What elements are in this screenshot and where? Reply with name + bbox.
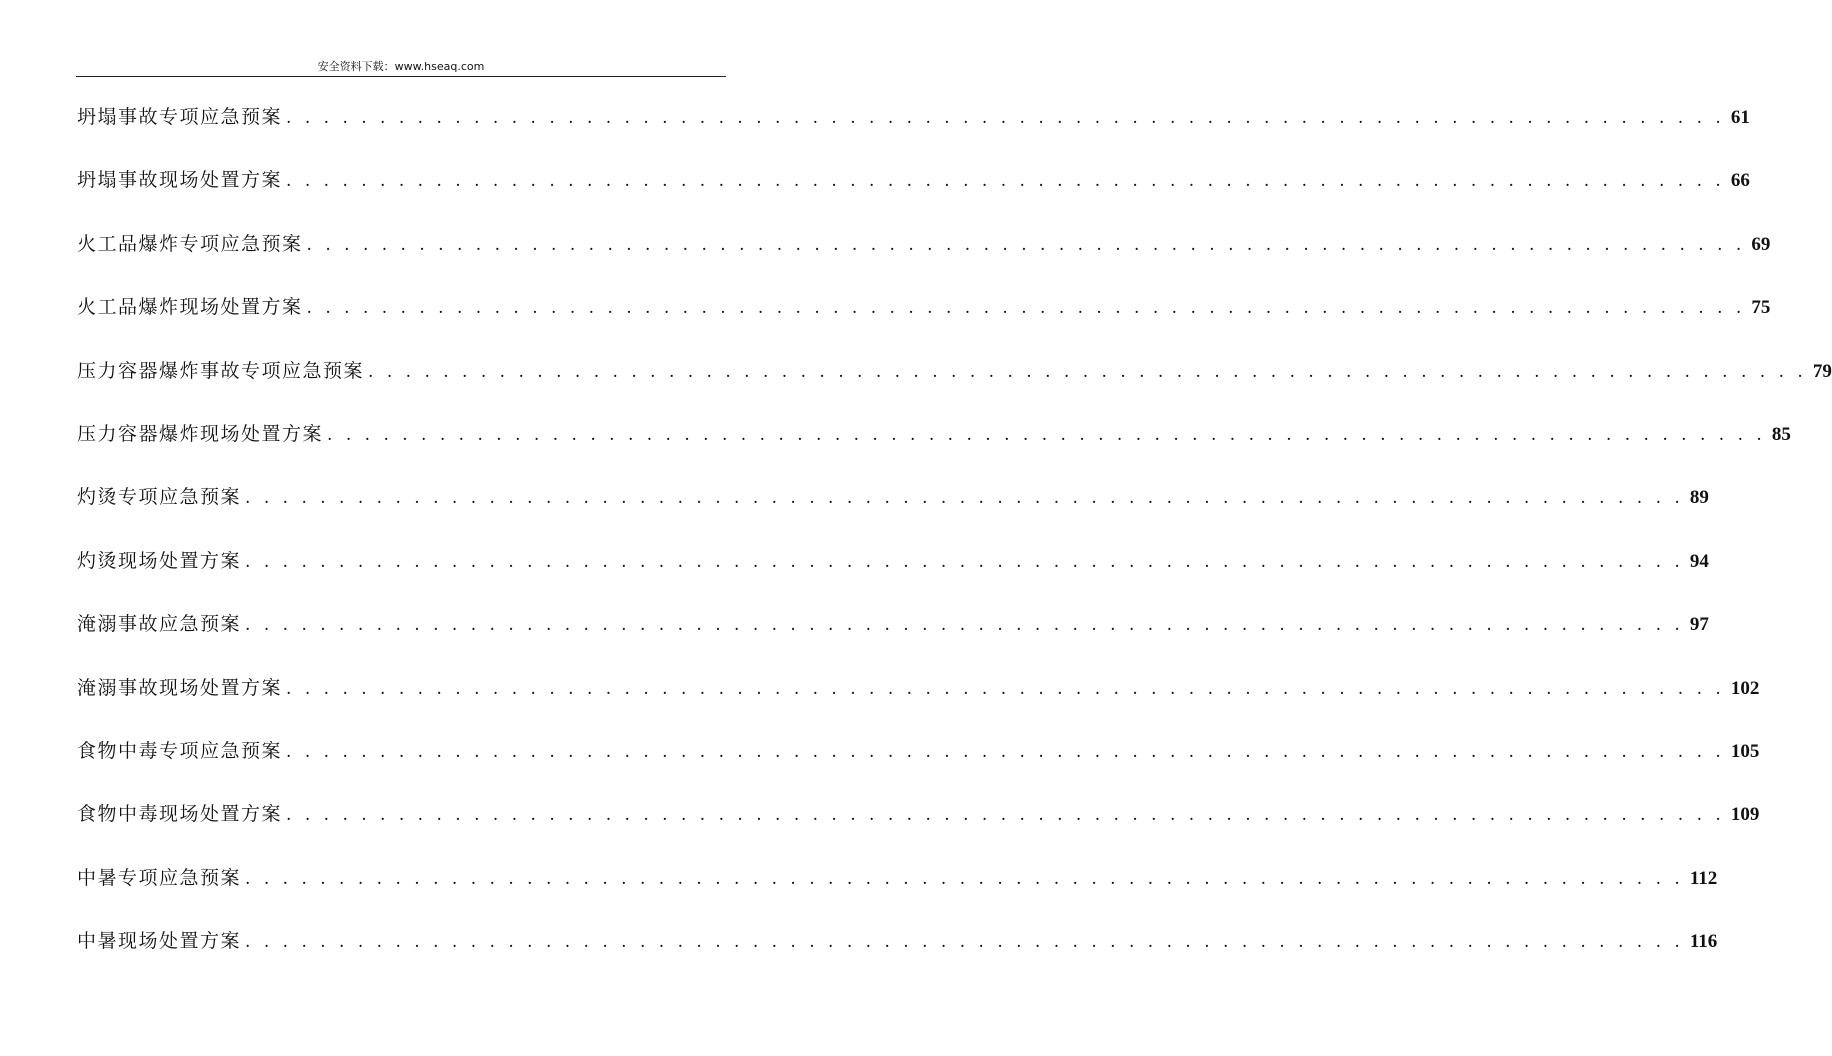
- toc-entry-page: 66: [1730, 170, 1750, 192]
- toc-entry-title: 压力容器爆炸现场处置方案: [77, 422, 324, 445]
- toc-dot-leader: . . . . . . . . . . . . . . . . . . . . . . . . . . . . . . . . . . . . . . . . . . . . . . . . . . . . . . . . . . . . . . . . . . . . . . . . . . . . .: [327, 424, 1766, 445]
- toc-dot-leader: . . . . . . . . . . . . . . . . . . . . . . . . . . . . . . . . . . . . . . . . . . . . . . . . . . . . . . . . . . . . . . . . . . . . . . . . . . . . .: [245, 932, 1684, 953]
- toc-entry-title: 食物中毒现场处置方案: [77, 803, 283, 826]
- toc-entry-title: 食物中毒专项应急预案: [77, 739, 283, 762]
- toc-entry-title: 火工品爆炸现场处置方案: [77, 296, 303, 319]
- toc-entry-title: 淹溺事故应急预案: [77, 613, 242, 636]
- toc-entry[interactable]: [77, 286, 1771, 349]
- page-header: [76, 58, 726, 77]
- toc-entry-page: 105: [1730, 740, 1760, 762]
- toc-entry-title: 坍塌事故现场处置方案: [77, 169, 283, 192]
- toc-entry[interactable]: [77, 667, 1760, 730]
- toc-dot-leader: . . . . . . . . . . . . . . . . . . . . . . . . . . . . . . . . . . . . . . . . . . . . . . . . . . . . . . . . . . . . . . . . . . . . . . . . . . . . .: [306, 234, 1746, 255]
- toc-entry[interactable]: [77, 476, 1709, 539]
- toc-entry[interactable]: [77, 159, 1750, 222]
- toc-dot-leader: . . . . . . . . . . . . . . . . . . . . . . . . . . . . . . . . . . . . . . . . . . . . . . . . . . . . . . . . . . . . . . . . . . . . . . . . . . . . .: [286, 108, 1725, 128]
- toc-entry-title: 中暑现场处置方案: [77, 930, 242, 953]
- toc-entry-title: 压力容器爆炸事故专项应急预案: [77, 359, 365, 382]
- toc-entry[interactable]: [77, 540, 1709, 603]
- toc-entry-title: 淹溺事故现场处置方案: [77, 676, 283, 699]
- toc-entry-title: 灼烫专项应急预案: [77, 486, 242, 509]
- table-of-contents: [77, 96, 1832, 983]
- toc-entry-page: 109: [1730, 804, 1760, 826]
- toc-entry-page: 97: [1689, 614, 1709, 636]
- toc-entry-page: 75: [1751, 297, 1771, 319]
- toc-dot-leader: . . . . . . . . . . . . . . . . . . . . . . . . . . . . . . . . . . . . . . . . . . . . . . . . . . . . . . . . . . . . . . . . . . . . . . . . . . . . .: [286, 678, 1725, 699]
- toc-entry-title: 中暑专项应急预案: [77, 866, 242, 889]
- toc-entry-page: 94: [1689, 550, 1709, 572]
- toc-dot-leader: . . . . . . . . . . . . . . . . . . . . . . . . . . . . . . . . . . . . . . . . . . . . . . . . . . . . . . . . . . . . . . . . . . . . . . . . . . . . .: [286, 171, 1725, 192]
- toc-dot-leader: . . . . . . . . . . . . . . . . . . . . . . . . . . . . . . . . . . . . . . . . . . . . . . . . . . . . . . . . . . . . . . . . . . . . . . . . . . . . .: [368, 361, 1807, 382]
- toc-entry-page: 85: [1771, 423, 1791, 445]
- toc-entry[interactable]: [77, 413, 1791, 476]
- toc-entry[interactable]: [77, 96, 1750, 159]
- toc-entry[interactable]: [77, 857, 1718, 920]
- toc-entry[interactable]: [77, 793, 1760, 856]
- toc-entry-title: 灼烫现场处置方案: [77, 549, 242, 572]
- toc-entry[interactable]: [77, 350, 1832, 413]
- toc-entry-page: 89: [1689, 487, 1709, 509]
- toc-dot-leader: . . . . . . . . . . . . . . . . . . . . . . . . . . . . . . . . . . . . . . . . . . . . . . . . . . . . . . . . . . . . . . . . . . . . . . . . . . . . .: [286, 741, 1725, 762]
- toc-entry-page: 112: [1689, 867, 1718, 889]
- toc-dot-leader: . . . . . . . . . . . . . . . . . . . . . . . . . . . . . . . . . . . . . . . . . . . . . . . . . . . . . . . . . . . . . . . . . . . . . . . . . . . . .: [245, 868, 1684, 889]
- toc-dot-leader: . . . . . . . . . . . . . . . . . . . . . . . . . . . . . . . . . . . . . . . . . . . . . . . . . . . . . . . . . . . . . . . . . . . . . . . . . . . . .: [286, 805, 1725, 826]
- toc-entry[interactable]: [77, 730, 1760, 793]
- toc-entry-page: 61: [1730, 107, 1750, 128]
- toc-dot-leader: . . . . . . . . . . . . . . . . . . . . . . . . . . . . . . . . . . . . . . . . . . . . . . . . . . . . . . . . . . . . . . . . . . . . . . . . . . . . .: [306, 298, 1746, 319]
- toc-entry-title: 火工品爆炸专项应急预案: [77, 232, 303, 255]
- toc-entry-title: 坍塌事故专项应急预案: [77, 106, 283, 128]
- toc-entry-page: 102: [1730, 677, 1760, 699]
- toc-entry[interactable]: [77, 920, 1718, 983]
- toc-entry[interactable]: [77, 603, 1709, 666]
- toc-entry-page: 69: [1751, 233, 1771, 255]
- toc-entry[interactable]: [77, 223, 1771, 286]
- header-text: 安全资料下载：www.hseaq.com: [317, 60, 485, 73]
- toc-entry-page: 116: [1689, 931, 1718, 953]
- toc-entry-page: 79: [1812, 360, 1832, 382]
- toc-dot-leader: . . . . . . . . . . . . . . . . . . . . . . . . . . . . . . . . . . . . . . . . . . . . . . . . . . . . . . . . . . . . . . . . . . . . . . . . . . . . .: [245, 615, 1684, 636]
- toc-dot-leader: . . . . . . . . . . . . . . . . . . . . . . . . . . . . . . . . . . . . . . . . . . . . . . . . . . . . . . . . . . . . . . . . . . . . . . . . . . . . .: [245, 488, 1684, 509]
- toc-dot-leader: . . . . . . . . . . . . . . . . . . . . . . . . . . . . . . . . . . . . . . . . . . . . . . . . . . . . . . . . . . . . . . . . . . . . . . . . . . . . .: [245, 551, 1684, 572]
